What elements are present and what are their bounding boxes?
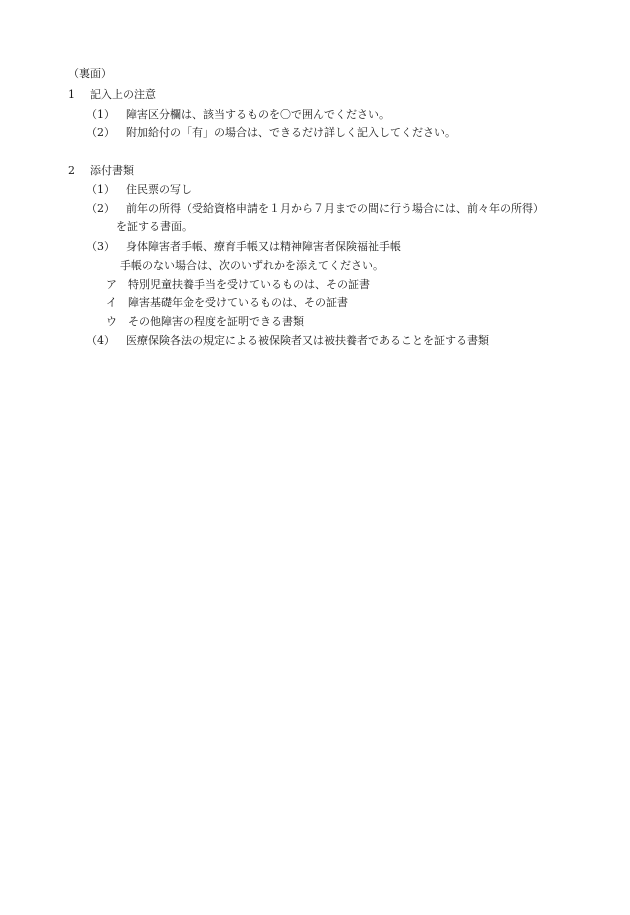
section-2-subitem-u-label: ウ bbox=[106, 315, 117, 328]
section-1-item-1-number: （1） bbox=[86, 108, 115, 121]
section-1-number: 1 bbox=[68, 88, 75, 101]
section-2-item-3-text: 身体障害者手帳、療育手帳又は精神障害者保険福祉手帳 bbox=[126, 240, 401, 253]
section-2-item-1-text: 住民票の写し bbox=[126, 183, 192, 196]
section-2-subitem-i-text: 障害基礎年金を受けているものは、その証書 bbox=[128, 296, 348, 309]
section-1-item-2-number: （2） bbox=[86, 126, 115, 139]
section-2-subitem-a-label: ア bbox=[106, 278, 117, 291]
section-2-item-4-text: 医療保険各法の規定による被保険者又は被扶養者であることを証する書類 bbox=[126, 334, 489, 347]
section-2-item-4-number: （4） bbox=[86, 334, 115, 347]
section-1-item-2-text: 附加給付の「有」の場合は、できるだけ詳しく記入してください。 bbox=[126, 126, 456, 139]
section-2-number: 2 bbox=[68, 164, 75, 177]
section-2-subitem-u-text: その他障害の程度を証明できる書類 bbox=[128, 315, 304, 328]
section-2-item-2-continuation: を証する書面。 bbox=[116, 220, 193, 233]
section-2-subitem-a-text: 特別児童扶養手当を受けているものは、その証書 bbox=[128, 278, 370, 291]
section-2-subitem-i-label: イ bbox=[106, 296, 117, 309]
section-2-item-2-text: 前年の所得（受給資格申請を１月から７月までの間に行う場合には、前々年の所得） bbox=[126, 202, 544, 215]
page-heading: （裏面） bbox=[68, 67, 112, 80]
section-2-item-2-number: （2） bbox=[86, 202, 115, 215]
section-2-item-1-number: （1） bbox=[86, 183, 115, 196]
section-1-title: 記入上の注意 bbox=[90, 88, 156, 101]
section-1-item-1-text: 障害区分欄は、該当するものを〇で囲んでください。 bbox=[126, 108, 390, 121]
section-2-item-3-number: （3） bbox=[86, 240, 115, 253]
section-2-item-3-note: 手帳のない場合は、次のいずれかを添えてください。 bbox=[120, 259, 384, 272]
section-2-title: 添付書類 bbox=[90, 164, 134, 177]
